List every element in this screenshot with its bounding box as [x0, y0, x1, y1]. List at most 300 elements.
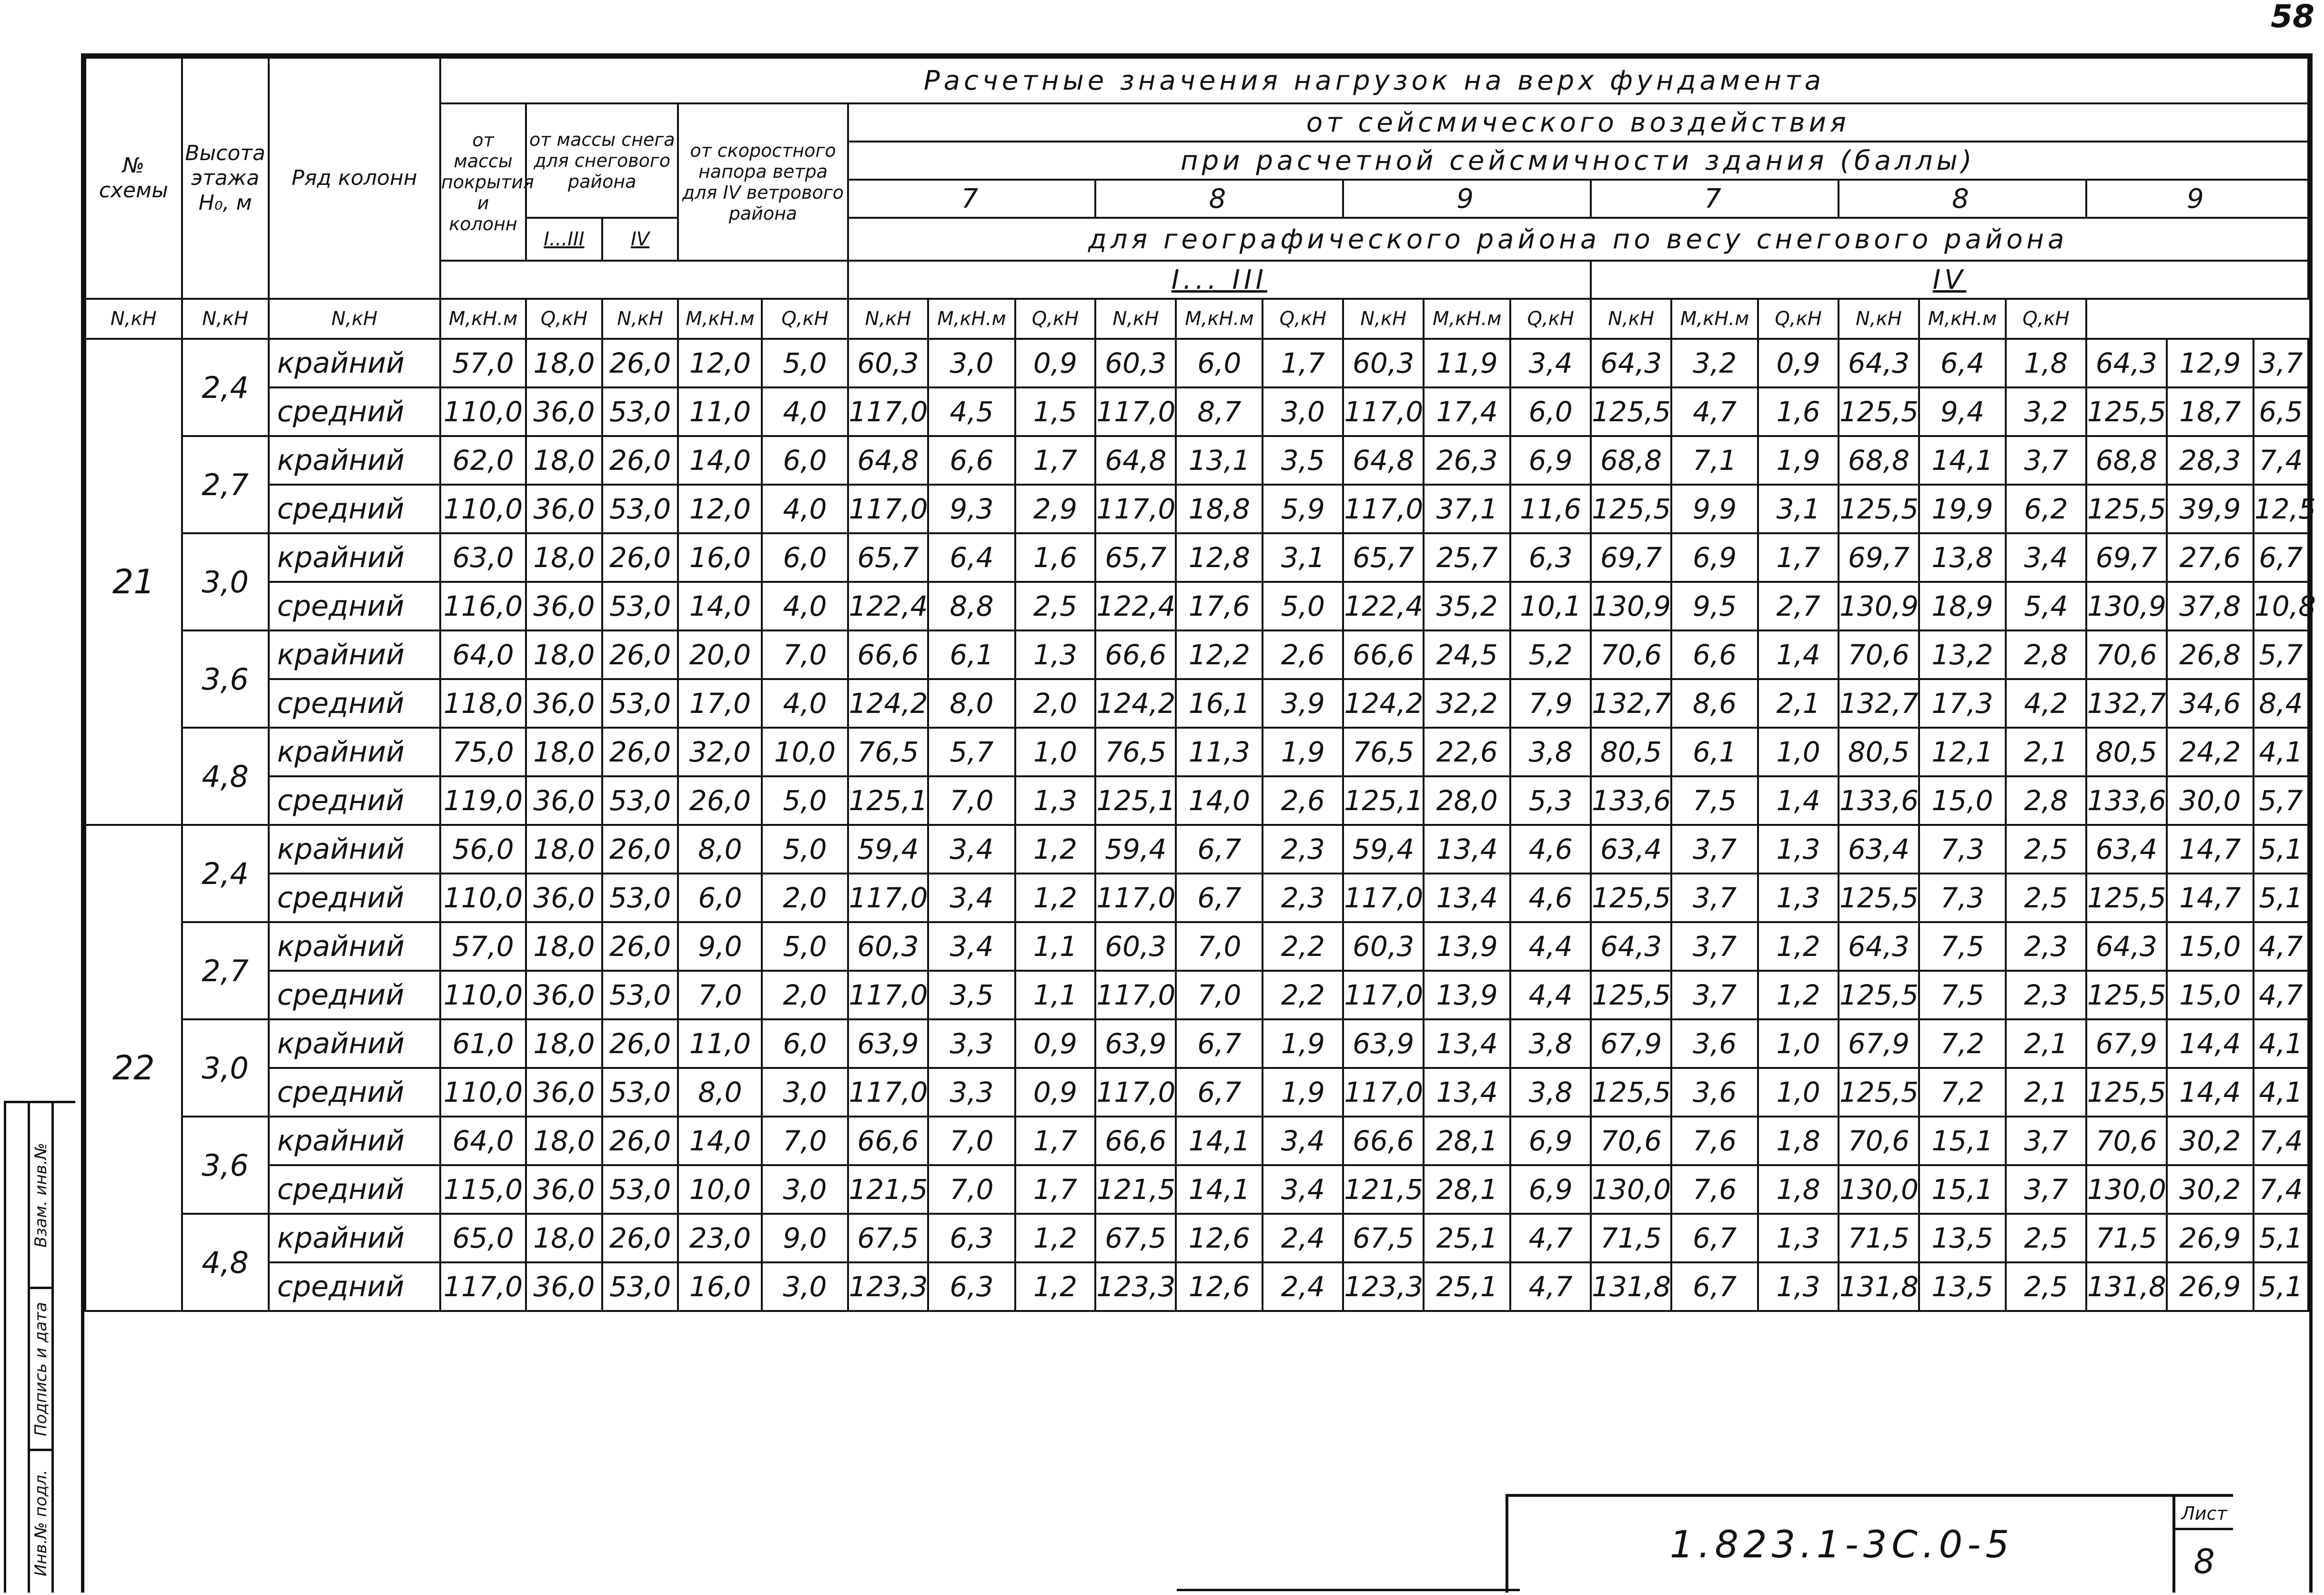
value-cell: 117,0 [1095, 387, 1176, 436]
header-unit: Q,кН [1263, 299, 1343, 339]
value-cell: 1,6 [1758, 387, 1839, 436]
header-points: 8 [1095, 180, 1343, 218]
value-cell: 6,2 [2006, 485, 2086, 533]
value-cell: 26,9 [2167, 1262, 2253, 1311]
value-cell: 6,0 [762, 1019, 848, 1068]
value-cell: 4,0 [762, 485, 848, 533]
value-cell: 16,0 [678, 1262, 762, 1311]
value-cell: 32,0 [678, 728, 762, 776]
value-cell: 11,0 [678, 387, 762, 436]
table-row [85, 630, 2308, 679]
value-cell: 5,1 [2253, 874, 2308, 922]
value-cell: 66,6 [1095, 1117, 1176, 1165]
value-cell: 1,5 [1015, 387, 1096, 436]
bottom-rule [1177, 1589, 1520, 1591]
value-cell: 9,5 [1671, 582, 1758, 630]
value-cell: 5,0 [762, 339, 848, 387]
value-cell: 1,7 [1758, 533, 1839, 582]
value-cell: 10,8 [2253, 582, 2308, 630]
value-cell: 60,3 [848, 922, 929, 971]
value-cell: 71,5 [2086, 1214, 2167, 1262]
value-cell: 117,0 [848, 485, 929, 533]
value-cell: 125,5 [1591, 971, 1671, 1019]
value-cell: 60,3 [1095, 922, 1176, 971]
value-cell: 57,0 [440, 339, 526, 387]
value-cell: 9,3 [928, 485, 1015, 533]
value-cell: 1,7 [1263, 339, 1343, 387]
side-label: Подпись и дата [31, 1301, 51, 1436]
value-cell: 6,9 [1671, 533, 1758, 582]
value-cell: 80,5 [1839, 728, 1919, 776]
value-cell: 117,0 [848, 874, 929, 922]
value-cell: 2,3 [1263, 874, 1343, 922]
value-cell: 6,0 [1176, 339, 1263, 387]
value-cell: 18,0 [526, 436, 602, 485]
value-cell: 28,3 [2167, 436, 2253, 485]
table-row [85, 533, 2308, 582]
value-cell: 4,1 [2253, 1068, 2308, 1117]
value-cell: 2,3 [2006, 922, 2086, 971]
value-cell: 24,2 [2167, 728, 2253, 776]
value-cell: 3,0 [762, 1165, 848, 1214]
value-cell: 6,9 [1510, 436, 1591, 485]
value-cell: 53,0 [602, 1262, 678, 1311]
value-cell: 80,5 [1591, 728, 1671, 776]
value-cell: 28,0 [1424, 776, 1510, 825]
value-cell: 1,4 [1758, 630, 1839, 679]
value-cell: 36,0 [526, 485, 602, 533]
table-row [85, 679, 2308, 728]
column-row-label: крайний [269, 1019, 440, 1068]
value-cell: 76,5 [848, 728, 929, 776]
value-cell: 124,2 [1343, 679, 1424, 728]
value-cell: 8,4 [2253, 679, 2308, 728]
value-cell: 6,3 [928, 1214, 1015, 1262]
value-cell: 110,0 [440, 387, 526, 436]
value-cell: 1,3 [1015, 630, 1096, 679]
value-cell: 2,1 [2006, 728, 2086, 776]
value-cell: 5,4 [2006, 582, 2086, 630]
value-cell: 26,0 [602, 1019, 678, 1068]
table-row [85, 825, 2308, 874]
value-cell: 64,8 [1343, 436, 1424, 485]
value-cell: 3,4 [1510, 339, 1591, 387]
value-cell: 3,3 [928, 1068, 1015, 1117]
column-row-label: крайний [269, 339, 440, 387]
header-unit: Q,кН [1510, 299, 1591, 339]
floor-height: 2,7 [182, 922, 269, 1019]
header-unit: N,кН [182, 299, 269, 339]
value-cell: 1,8 [1758, 1165, 1839, 1214]
value-cell: 10,1 [1510, 582, 1591, 630]
column-row-label: крайний [269, 922, 440, 971]
value-cell: 2,3 [2006, 971, 2086, 1019]
value-cell: 6,7 [1176, 1019, 1263, 1068]
header-unit: N,кН [85, 299, 182, 339]
value-cell: 117,0 [1095, 1068, 1176, 1117]
value-cell: 53,0 [602, 1068, 678, 1117]
value-cell: 18,8 [1176, 485, 1263, 533]
value-cell: 56,0 [440, 825, 526, 874]
value-cell: 64,0 [440, 630, 526, 679]
value-cell: 6,3 [928, 1262, 1015, 1311]
value-cell: 64,8 [848, 436, 929, 485]
value-cell: 4,4 [1510, 922, 1591, 971]
value-cell: 12,6 [1176, 1262, 1263, 1311]
table-row [85, 1262, 2308, 1311]
value-cell: 18,0 [526, 1019, 602, 1068]
value-cell: 8,6 [1671, 679, 1758, 728]
value-cell: 3,1 [1263, 533, 1343, 582]
value-cell: 68,8 [1839, 436, 1919, 485]
value-cell: 26,0 [678, 776, 762, 825]
value-cell: 1,2 [1758, 922, 1839, 971]
column-row-label: крайний [269, 1117, 440, 1165]
side-cell [30, 1289, 51, 1451]
value-cell: 3,7 [1671, 971, 1758, 1019]
value-cell: 1,3 [1758, 825, 1839, 874]
value-cell: 60,3 [1095, 339, 1176, 387]
value-cell: 125,5 [1839, 387, 1919, 436]
value-cell: 26,0 [602, 1117, 678, 1165]
value-cell: 2,0 [1015, 679, 1096, 728]
header-points: 7 [848, 180, 1096, 218]
table-row [85, 1019, 2308, 1068]
header-unit: N,кН [1343, 299, 1424, 339]
value-cell: 1,0 [1758, 1068, 1839, 1117]
value-cell: 125,5 [2086, 971, 2167, 1019]
value-cell: 130,9 [1591, 582, 1671, 630]
value-cell: 4,1 [2253, 728, 2308, 776]
value-cell: 122,4 [1343, 582, 1424, 630]
value-cell: 34,6 [2167, 679, 2253, 728]
value-cell: 5,0 [762, 922, 848, 971]
value-cell: 1,7 [1015, 1165, 1096, 1214]
value-cell: 22,6 [1424, 728, 1510, 776]
value-cell: 68,8 [1591, 436, 1671, 485]
value-cell: 1,1 [1015, 922, 1096, 971]
header-roof: от массы покрытия и колонн [440, 103, 526, 261]
value-cell: 63,9 [848, 1019, 929, 1068]
value-cell: 18,0 [526, 728, 602, 776]
value-cell: 3,7 [1671, 922, 1758, 971]
value-cell: 7,6 [1671, 1117, 1758, 1165]
value-cell: 1,9 [1263, 1068, 1343, 1117]
value-cell: 125,5 [1839, 874, 1919, 922]
value-cell: 3,3 [928, 1019, 1015, 1068]
value-cell: 26,0 [602, 1214, 678, 1262]
header-unit: M,кН.м [440, 299, 526, 339]
value-cell: 2,8 [2006, 776, 2086, 825]
value-cell: 70,6 [2086, 1117, 2167, 1165]
value-cell: 12,0 [678, 339, 762, 387]
column-row-label: крайний [269, 825, 440, 874]
value-cell: 18,0 [526, 630, 602, 679]
table-row [85, 922, 2308, 971]
value-cell: 68,8 [2086, 436, 2167, 485]
value-cell: 1,2 [1758, 971, 1839, 1019]
value-cell: 125,5 [1591, 387, 1671, 436]
value-cell: 63,9 [1095, 1019, 1176, 1068]
header-snow-1-3: I...III [526, 218, 602, 261]
value-cell: 5,1 [2253, 825, 2308, 874]
value-cell: 3,4 [1263, 1117, 1343, 1165]
value-cell: 122,4 [1095, 582, 1176, 630]
value-cell: 119,0 [440, 776, 526, 825]
value-cell: 3,5 [928, 971, 1015, 1019]
header-unit: N,кН [602, 299, 678, 339]
value-cell: 132,7 [1839, 679, 1919, 728]
value-cell: 70,6 [2086, 630, 2167, 679]
value-cell: 7,0 [762, 1117, 848, 1165]
value-cell: 125,5 [1839, 1068, 1919, 1117]
value-cell: 2,1 [2006, 1068, 2086, 1117]
value-cell: 36,0 [526, 582, 602, 630]
value-cell: 66,6 [848, 1117, 929, 1165]
value-cell: 5,9 [1263, 485, 1343, 533]
value-cell: 124,2 [848, 679, 929, 728]
value-cell: 64,3 [1591, 339, 1671, 387]
value-cell: 110,0 [440, 874, 526, 922]
value-cell: 3,7 [1671, 825, 1758, 874]
value-cell: 121,5 [1343, 1165, 1424, 1214]
header-geo-1-3: I... III [848, 261, 1591, 299]
value-cell: 5,7 [928, 728, 1015, 776]
value-cell: 7,0 [678, 971, 762, 1019]
value-cell: 7,0 [928, 776, 1015, 825]
value-cell: 4,7 [2253, 922, 2308, 971]
table-row [85, 728, 2308, 776]
value-cell: 1,0 [1758, 728, 1839, 776]
value-cell: 26,0 [602, 922, 678, 971]
value-cell: 13,1 [1176, 436, 1263, 485]
value-cell: 125,5 [2086, 387, 2167, 436]
value-cell: 12,0 [678, 485, 762, 533]
value-cell: 6,5 [2253, 387, 2308, 436]
value-cell: 130,9 [1839, 582, 1919, 630]
value-cell: 26,3 [1424, 436, 1510, 485]
value-cell: 15,0 [2167, 922, 2253, 971]
value-cell: 4,0 [762, 679, 848, 728]
value-cell: 13,4 [1424, 825, 1510, 874]
value-cell: 16,0 [678, 533, 762, 582]
sheet-number: 8 [2193, 1542, 2215, 1581]
value-cell: 4,0 [762, 387, 848, 436]
column-row-label: крайний [269, 436, 440, 485]
value-cell: 67,5 [848, 1214, 929, 1262]
value-cell: 63,4 [2086, 825, 2167, 874]
header-seismicity: при расчетной сейсмичности здания (баллы) [848, 142, 2308, 180]
header-row: Ряд колонн [269, 58, 440, 299]
value-cell: 13,5 [1919, 1262, 2006, 1311]
value-cell: 26,0 [602, 825, 678, 874]
value-cell: 2,0 [762, 874, 848, 922]
value-cell: 3,7 [2006, 1165, 2086, 1214]
value-cell: 26,0 [602, 728, 678, 776]
value-cell: 4,6 [1510, 825, 1591, 874]
value-cell: 59,4 [848, 825, 929, 874]
header-title: Расчетные значения нагрузок на верх фундамента [440, 58, 2308, 103]
value-cell: 1,3 [1758, 874, 1839, 922]
table-row [85, 1165, 2308, 1214]
value-cell: 3,4 [928, 825, 1015, 874]
value-cell: 10,0 [678, 1165, 762, 1214]
value-cell: 26,0 [602, 436, 678, 485]
value-cell: 3,9 [1263, 679, 1343, 728]
side-column [6, 1103, 30, 1593]
table-row [85, 776, 2308, 825]
value-cell: 3,4 [1263, 1165, 1343, 1214]
value-cell: 115,0 [440, 1165, 526, 1214]
header-unit: M,кН.м [1424, 299, 1510, 339]
value-cell: 12,1 [1919, 728, 2006, 776]
floor-height: 3,0 [182, 533, 269, 630]
value-cell: 13,8 [1919, 533, 2006, 582]
side-cell [30, 1103, 51, 1289]
value-cell: 123,3 [848, 1262, 929, 1311]
value-cell: 9,4 [1919, 387, 2006, 436]
value-cell: 57,0 [440, 922, 526, 971]
value-cell: 2,5 [2006, 825, 2086, 874]
header-unit: Q,кН [2006, 299, 2086, 339]
value-cell: 14,7 [2167, 874, 2253, 922]
value-cell: 64,3 [1591, 922, 1671, 971]
header-geo-4: IV [1591, 261, 2308, 299]
value-cell: 3,0 [1263, 387, 1343, 436]
value-cell: 18,7 [2167, 387, 2253, 436]
value-cell: 123,3 [1095, 1262, 1176, 1311]
title-block [1506, 1494, 2233, 1593]
value-cell: 125,5 [1591, 485, 1671, 533]
header-unit: M,кН.м [1176, 299, 1263, 339]
value-cell: 28,1 [1424, 1117, 1510, 1165]
value-cell: 9,0 [762, 1214, 848, 1262]
header-unit: M,кН.м [1919, 299, 2006, 339]
value-cell: 1,2 [1015, 1214, 1096, 1262]
value-cell: 10,0 [762, 728, 848, 776]
loads-table [84, 57, 2316, 1312]
value-cell: 6,6 [928, 436, 1015, 485]
value-cell: 3,4 [2006, 533, 2086, 582]
scheme-number: 21 [85, 339, 182, 825]
floor-height: 2,4 [182, 339, 269, 436]
value-cell: 9,9 [1671, 485, 1758, 533]
value-cell: 121,5 [1095, 1165, 1176, 1214]
value-cell: 18,0 [526, 533, 602, 582]
header-snow-4: IV [602, 218, 678, 261]
value-cell: 37,8 [2167, 582, 2253, 630]
value-cell: 2,5 [2006, 874, 2086, 922]
value-cell: 67,5 [1343, 1214, 1424, 1262]
header-empty [440, 261, 848, 299]
document-code: 1.823.1-3С.0-5 [1669, 1523, 2014, 1566]
value-cell: 125,5 [2086, 485, 2167, 533]
value-cell: 30,2 [2167, 1117, 2253, 1165]
value-cell: 67,9 [1591, 1019, 1671, 1068]
table-row [85, 387, 2308, 436]
value-cell: 3,2 [2006, 387, 2086, 436]
value-cell: 76,5 [1343, 728, 1424, 776]
value-cell: 64,3 [1839, 922, 1919, 971]
value-cell: 1,9 [1758, 436, 1839, 485]
value-cell: 15,0 [2167, 971, 2253, 1019]
value-cell: 2,8 [2006, 630, 2086, 679]
value-cell: 64,3 [2086, 922, 2167, 971]
value-cell: 7,3 [1919, 874, 2006, 922]
value-cell: 11,3 [1176, 728, 1263, 776]
value-cell: 17,6 [1176, 582, 1263, 630]
value-cell: 1,8 [2006, 339, 2086, 387]
value-cell: 63,4 [1839, 825, 1919, 874]
value-cell: 6,7 [1176, 825, 1263, 874]
value-cell: 64,8 [1095, 436, 1176, 485]
value-cell: 13,4 [1424, 1068, 1510, 1117]
column-row-label: средний [269, 874, 440, 922]
value-cell: 11,9 [1424, 339, 1510, 387]
value-cell: 65,7 [1095, 533, 1176, 582]
value-cell: 14,4 [2167, 1019, 2253, 1068]
value-cell: 65,0 [440, 1214, 526, 1262]
value-cell: 17,0 [678, 679, 762, 728]
value-cell: 130,0 [1839, 1165, 1919, 1214]
value-cell: 36,0 [526, 1165, 602, 1214]
value-cell: 4,1 [2253, 1019, 2308, 1068]
value-cell: 121,5 [848, 1165, 929, 1214]
value-cell: 0,9 [1015, 339, 1096, 387]
header-unit: Q,кН [762, 299, 848, 339]
value-cell: 65,7 [848, 533, 929, 582]
value-cell: 2,7 [1758, 582, 1839, 630]
value-cell: 3,6 [1671, 1019, 1758, 1068]
column-row-label: средний [269, 679, 440, 728]
value-cell: 63,0 [440, 533, 526, 582]
value-cell: 124,2 [1095, 679, 1176, 728]
value-cell: 14,1 [1176, 1117, 1263, 1165]
value-cell: 6,7 [2253, 533, 2308, 582]
value-cell: 4,7 [1671, 387, 1758, 436]
value-cell: 12,6 [1176, 1214, 1263, 1262]
value-cell: 80,5 [2086, 728, 2167, 776]
header-points: 8 [1839, 180, 2086, 218]
value-cell: 18,9 [1919, 582, 2006, 630]
value-cell: 117,0 [1343, 874, 1424, 922]
side-label: Взам. инв.№ [31, 1142, 51, 1248]
value-cell: 35,2 [1424, 582, 1510, 630]
table-row [85, 971, 2308, 1019]
value-cell: 27,6 [2167, 533, 2253, 582]
value-cell: 3,0 [762, 1262, 848, 1311]
value-cell: 3,8 [1510, 1068, 1591, 1117]
value-cell: 2,4 [1263, 1262, 1343, 1311]
header-snow: от массы снега для снегового района [526, 103, 678, 218]
value-cell: 1,0 [1758, 1019, 1839, 1068]
value-cell: 117,0 [1343, 387, 1424, 436]
value-cell: 30,0 [2167, 776, 2253, 825]
value-cell: 6,7 [1671, 1262, 1758, 1311]
value-cell: 2,1 [1758, 679, 1839, 728]
value-cell: 4,5 [928, 387, 1015, 436]
value-cell: 15,1 [1919, 1165, 2006, 1214]
value-cell: 1,0 [1015, 728, 1096, 776]
value-cell: 14,1 [1919, 436, 2006, 485]
value-cell: 110,0 [440, 1068, 526, 1117]
value-cell: 71,5 [1591, 1214, 1671, 1262]
header-unit: M,кН.м [678, 299, 762, 339]
value-cell: 70,6 [1591, 1117, 1671, 1165]
value-cell: 4,7 [1510, 1214, 1591, 1262]
value-cell: 6,9 [1510, 1165, 1591, 1214]
value-cell: 17,4 [1424, 387, 1510, 436]
